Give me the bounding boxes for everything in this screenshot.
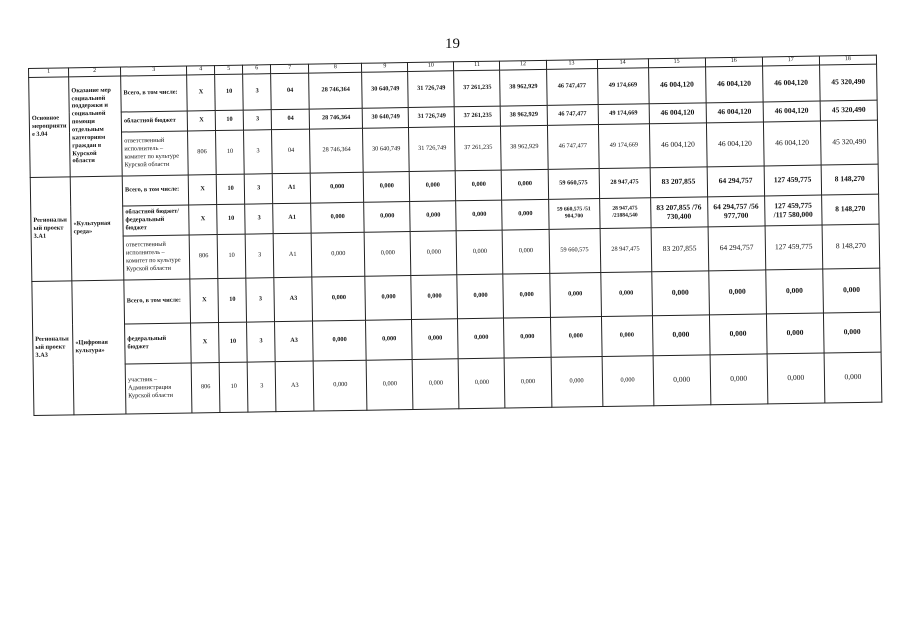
funding-value: 46 004,120 <box>763 101 820 122</box>
classification-code: 3 <box>246 277 275 321</box>
funding-value: 30 640,749 <box>363 127 410 172</box>
funding-value: 0,000 <box>767 353 825 404</box>
funding-value: 28 947,475 <box>600 227 652 272</box>
budget-table <box>28 55 882 416</box>
column-number: 12 <box>500 60 546 69</box>
column-number: 7 <box>271 64 309 73</box>
funding-value: 46 747,477 <box>547 124 599 169</box>
funding-value: 0,000 <box>311 232 365 277</box>
funding-value: 28 947,475 <box>599 167 651 198</box>
funding-value: 0,000 <box>311 202 365 233</box>
funding-value: 37 261,235 <box>455 126 502 171</box>
funding-value: 0,000 <box>310 172 364 203</box>
classification-code: 10 <box>215 110 243 130</box>
funding-value: 8 148,270 <box>821 164 879 195</box>
classification-code: 10 <box>217 204 245 234</box>
measure-code: Основное мероприятие 3.04 <box>29 76 71 177</box>
classification-code: 3 <box>247 321 276 361</box>
column-number: 13 <box>546 60 597 69</box>
column-number: 15 <box>648 58 705 67</box>
classification-code: 10 <box>217 234 246 278</box>
funding-value: 0,000 <box>365 275 412 320</box>
funding-value: 46 747,477 <box>546 68 598 105</box>
column-number: 1 <box>29 68 69 77</box>
funding-source: ответственный исполнитель – комитет по культуре Курской области <box>122 130 189 175</box>
classification-code: А1 <box>273 233 312 278</box>
classification-code: 10 <box>218 278 247 322</box>
funding-value: 0,000 <box>549 272 601 317</box>
classification-code: 3 <box>244 129 273 173</box>
funding-value: 0,000 <box>312 276 366 321</box>
classification-code: 806 <box>189 234 218 278</box>
funding-value: 0,000 <box>551 356 603 407</box>
funding-value: 64 294,757 /56 977,700 <box>707 195 765 226</box>
classification-code: 10 <box>215 74 244 110</box>
funding-value: 46 004,120 <box>763 121 821 166</box>
funding-value: 83 207,855 <box>650 166 708 197</box>
funding-value: 46 004,120 <box>649 122 707 167</box>
funding-value: 37 261,235 <box>454 70 501 107</box>
classification-code: А1 <box>273 203 311 234</box>
column-number: 3 <box>121 66 187 76</box>
funding-value: 38 962,929 <box>501 105 547 126</box>
funding-value: 0,000 <box>504 317 551 358</box>
funding-value: 0,000 <box>502 199 549 230</box>
funding-value: 28 746,364 <box>310 128 364 173</box>
funding-value: 46 004,120 <box>706 121 764 166</box>
funding-value: 0,000 <box>550 316 602 357</box>
measure-title: Оказание мер социальной поддержки и социальной помощи отдельным категориям граждан в Курской области <box>69 76 123 177</box>
funding-value: 0,000 <box>823 268 881 313</box>
classification-code: Х <box>188 174 216 204</box>
budget-sheet <box>28 55 882 416</box>
funding-value: 49 174,669 <box>598 123 650 168</box>
funding-value: 0,000 <box>708 269 766 314</box>
funding-value: 59 660,575 /51 904,700 <box>548 198 600 229</box>
funding-value: 31 726,749 <box>409 106 455 127</box>
funding-value: 0,000 <box>411 274 458 319</box>
classification-code: А3 <box>274 277 313 322</box>
funding-value: 0,000 <box>366 319 413 360</box>
funding-value: 37 261,235 <box>455 106 501 127</box>
funding-value: 0,000 <box>364 231 411 276</box>
funding-value: 28 746,364 <box>309 108 362 129</box>
funding-value: 30 640,749 <box>363 107 409 128</box>
funding-value: 45 320,490 <box>819 64 877 101</box>
classification-code: А1 <box>272 173 310 204</box>
funding-value: 0,000 <box>651 270 709 315</box>
funding-value: 0,000 <box>458 318 505 359</box>
classification-code: 10 <box>216 130 245 174</box>
funding-value: 0,000 <box>456 170 503 201</box>
funding-value: 30 640,749 <box>362 71 409 108</box>
classification-code: 3 <box>243 73 272 109</box>
column-number: 4 <box>187 66 215 75</box>
funding-value: 83 207,855 <box>651 226 709 271</box>
funding-value: 59 660,575 <box>549 228 601 273</box>
funding-source: областной бюджет/ федеральный бюджет <box>123 204 190 235</box>
classification-code: 10 <box>219 362 248 412</box>
classification-code: 04 <box>272 129 311 174</box>
funding-value: 0,000 <box>824 352 882 403</box>
classification-code: Х <box>187 110 215 130</box>
column-number: 11 <box>454 61 500 70</box>
column-number: 9 <box>362 63 408 72</box>
funding-value: 46 004,120 <box>649 102 706 123</box>
funding-value: 0,000 <box>653 354 711 405</box>
funding-source: областной бюджет <box>121 111 187 132</box>
funding-value: 0,000 <box>710 353 768 404</box>
funding-value: 0,000 <box>505 357 552 408</box>
funding-value: 49 174,669 <box>598 103 649 124</box>
classification-code: 3 <box>244 173 272 203</box>
classification-code: 3 <box>245 203 273 233</box>
funding-value: 31 726,749 <box>409 126 456 171</box>
classification-code: А3 <box>275 361 314 412</box>
funding-value: 38 962,929 <box>501 125 548 170</box>
funding-value: 127 459,775 <box>765 225 823 270</box>
funding-source: участник – Администрация Курской области <box>125 362 192 413</box>
funding-value: 0,000 <box>601 315 653 356</box>
funding-value: 0,000 <box>457 230 504 275</box>
classification-code: 04 <box>271 109 309 130</box>
measure-code: Региональный проект 3.А1 <box>30 176 72 281</box>
funding-value: 46 004,120 <box>706 101 763 122</box>
funding-value: 45 320,490 <box>820 100 877 121</box>
classification-code: 10 <box>219 322 248 362</box>
funding-value: 31 726,749 <box>408 70 455 107</box>
classification-code: 04 <box>271 73 310 110</box>
funding-value: 0,000 <box>652 314 710 355</box>
funding-value: 46 004,120 <box>648 66 706 103</box>
funding-value: 8 148,270 <box>822 224 880 269</box>
funding-value: 0,000 <box>313 320 367 361</box>
funding-value: 0,000 <box>457 274 504 319</box>
classification-code: 3 <box>245 233 274 277</box>
page-number: 19 <box>445 36 460 52</box>
funding-value: 46 004,120 <box>705 65 763 102</box>
funding-value: 0,000 <box>600 271 652 316</box>
funding-source: Всего, в том числе: <box>124 278 191 323</box>
funding-value: 0,000 <box>364 201 411 232</box>
funding-value: 127 459,775 <box>764 165 822 196</box>
classification-code: 10 <box>216 174 244 204</box>
funding-source: ответственный исполнитель – комитет по культуре Курской области <box>123 234 190 279</box>
funding-value: 0,000 <box>412 318 459 359</box>
funding-value: 46 747,477 <box>547 104 598 125</box>
funding-value: 0,000 <box>313 360 367 411</box>
classification-code: 3 <box>247 361 276 411</box>
funding-value: 64 294,757 <box>707 165 765 196</box>
funding-value: 0,000 <box>503 273 550 318</box>
funding-value: 83 207,855 /76 730,400 <box>650 196 708 227</box>
column-number: 17 <box>762 56 819 65</box>
funding-value: 0,000 <box>602 355 654 406</box>
classification-code: А3 <box>275 321 314 362</box>
funding-value: 0,000 <box>456 200 503 231</box>
funding-value: 0,000 <box>364 171 411 202</box>
funding-value: 0,000 <box>366 359 413 410</box>
funding-value: 64 294,757 <box>708 225 766 270</box>
column-number: 8 <box>309 63 362 72</box>
measure-code: Региональный проект 3.А3 <box>32 280 74 415</box>
funding-value: 0,000 <box>502 169 549 200</box>
funding-value: 0,000 <box>459 358 506 409</box>
classification-code: Х <box>189 204 217 234</box>
funding-value: 0,000 <box>410 170 457 201</box>
classification-code: Х <box>187 74 216 110</box>
funding-value: 46 004,120 <box>762 65 820 102</box>
classification-code: 806 <box>191 362 220 412</box>
funding-value: 0,000 <box>766 313 824 354</box>
funding-value: 0,000 <box>766 269 824 314</box>
funding-value: 0,000 <box>503 229 550 274</box>
measure-title: «Цифровая культура» <box>72 280 126 415</box>
funding-value: 0,000 <box>410 230 457 275</box>
funding-value: 127 459,775 /117 580,000 <box>764 195 822 226</box>
funding-source: федеральный бюджет <box>125 322 192 363</box>
column-number: 6 <box>243 65 271 74</box>
funding-value: 38 962,929 <box>500 69 547 106</box>
funding-value: 8 148,270 <box>821 194 879 225</box>
funding-value: 0,000 <box>410 200 457 231</box>
classification-code: Х <box>191 322 220 362</box>
funding-value: 0,000 <box>823 312 881 353</box>
column-number: 5 <box>215 65 243 74</box>
classification-code: 806 <box>188 130 217 174</box>
funding-source: Всего, в том числе: <box>122 174 189 205</box>
classification-code: Х <box>190 278 219 322</box>
funding-value: 0,000 <box>709 313 767 354</box>
funding-source: Всего, в том числе: <box>121 75 188 112</box>
measure-title: «Культурная среда» <box>70 176 124 281</box>
column-number: 2 <box>69 67 121 76</box>
column-number: 18 <box>819 55 876 64</box>
classification-code: 3 <box>243 109 271 129</box>
column-number: 10 <box>408 62 454 71</box>
column-number: 16 <box>705 57 762 66</box>
funding-value: 28 746,364 <box>309 72 363 109</box>
funding-value: 0,000 <box>413 358 460 409</box>
column-number: 14 <box>597 59 648 68</box>
funding-value: 45 320,490 <box>820 120 878 165</box>
funding-value: 49 174,669 <box>597 67 649 104</box>
funding-value: 28 947,475 /21884,540 <box>599 197 651 228</box>
funding-value: 59 660,575 <box>548 168 600 199</box>
